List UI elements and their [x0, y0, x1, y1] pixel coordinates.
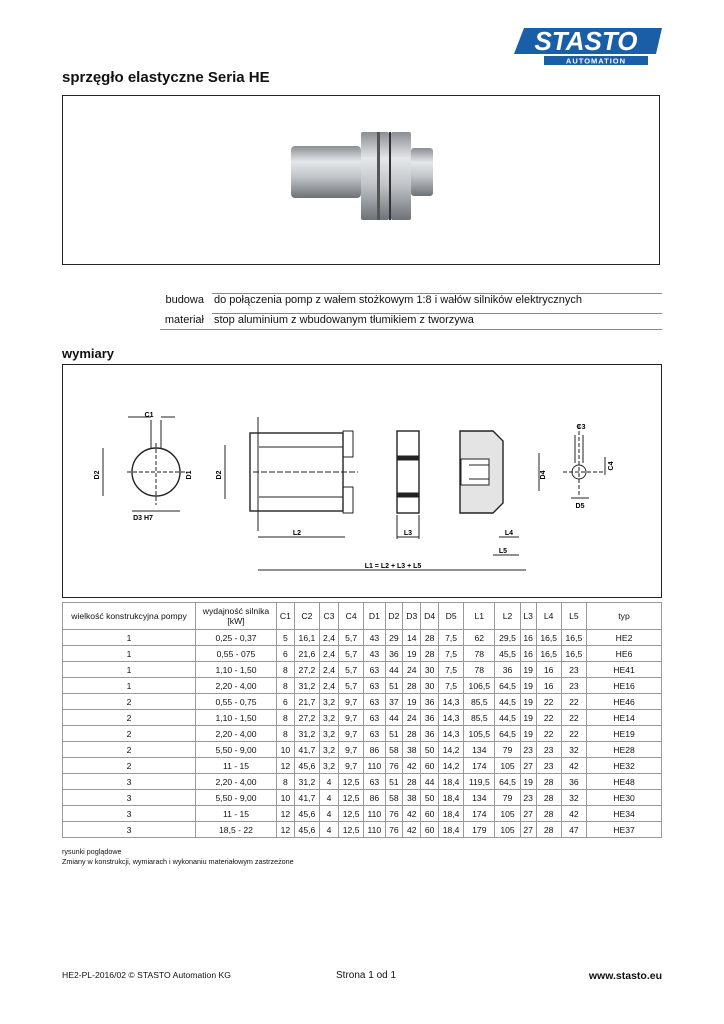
table-cell: 58 [385, 742, 403, 758]
table-cell: 23 [520, 790, 536, 806]
table-cell: 86 [364, 742, 385, 758]
table-cell: 5,7 [339, 678, 364, 694]
table-cell: 43 [364, 646, 385, 662]
table-cell: HE41 [587, 662, 662, 678]
table-cell: 47 [561, 822, 586, 838]
table-row [63, 694, 662, 710]
coupling-photo [289, 128, 437, 226]
table-header: L3 [520, 603, 536, 630]
logo-brand: STASTO [534, 26, 638, 56]
table-cell: 27 [520, 758, 536, 774]
table-cell: 32 [561, 742, 586, 758]
table-cell: 2 [63, 726, 196, 742]
table-cell: 14,3 [439, 726, 464, 742]
table-cell: 86 [364, 790, 385, 806]
table-cell: HE46 [587, 694, 662, 710]
table-header: D3 [403, 603, 421, 630]
table-cell: 42 [561, 758, 586, 774]
label-l5: L5 [498, 548, 508, 555]
property-label: budowa [165, 294, 204, 306]
stasto-logo [506, 26, 662, 66]
table-cell: 7,5 [439, 630, 464, 646]
label-l2: L2 [292, 530, 302, 537]
table-cell: 4 [320, 806, 339, 822]
table-cell: 0,55 - 0,75 [196, 694, 277, 710]
table-cell: 21,6 [294, 646, 319, 662]
table-cell: 3,2 [320, 710, 339, 726]
table-cell: 8 [277, 774, 295, 790]
table-cell: 12 [277, 758, 295, 774]
table-cell: 18,4 [439, 790, 464, 806]
table-cell: 28 [421, 646, 439, 662]
table-cell: 2 [63, 710, 196, 726]
table-header: D2 [385, 603, 403, 630]
table-cell: 51 [385, 774, 403, 790]
table-cell: 43 [364, 630, 385, 646]
table-cell: 76 [385, 822, 403, 838]
table-header: C4 [339, 603, 364, 630]
table-cell: 64,5 [495, 678, 520, 694]
table-cell: 64,5 [495, 726, 520, 742]
table-cell: 22 [536, 694, 561, 710]
table-cell: 9,7 [339, 694, 364, 710]
page-title: sprzęgło elastyczne Seria HE [62, 69, 270, 86]
table-cell: 51 [385, 726, 403, 742]
table-cell: 2,4 [320, 630, 339, 646]
table-cell: 4 [320, 790, 339, 806]
properties-list [160, 289, 662, 330]
table-cell: 63 [364, 726, 385, 742]
table-cell: 7,5 [439, 646, 464, 662]
table-cell: HE28 [587, 742, 662, 758]
table-cell: 42 [561, 806, 586, 822]
label-d4: D4 [540, 470, 547, 480]
table-cell: 23 [561, 662, 586, 678]
table-cell: 27,2 [294, 710, 319, 726]
table-cell: 11 - 15 [196, 806, 277, 822]
table-cell: 1 [63, 662, 196, 678]
table-cell: 22 [561, 694, 586, 710]
table-cell: 36 [421, 694, 439, 710]
table-cell: 1 [63, 630, 196, 646]
table-cell: 3 [63, 806, 196, 822]
table-cell: HE32 [587, 758, 662, 774]
table-cell: 29,5 [495, 630, 520, 646]
table-cell: 16,5 [536, 646, 561, 662]
property-value: stop aluminium z wbudowanym tłumikiem z tworzywa [212, 313, 662, 329]
table-cell: 106,5 [464, 678, 495, 694]
table-cell: 45,6 [294, 758, 319, 774]
table-cell: 38 [403, 742, 421, 758]
table-cell: 41,7 [294, 742, 319, 758]
table-cell: 16,1 [294, 630, 319, 646]
table-cell: 8 [277, 678, 295, 694]
table-cell: 12,5 [339, 774, 364, 790]
table-header: L1 [464, 603, 495, 630]
table-cell: 16,5 [561, 646, 586, 662]
logo-sub: AUTOMATION [565, 56, 627, 66]
label-d1: D1 [186, 470, 193, 480]
table-cell: 16,5 [561, 630, 586, 646]
table-cell: HE48 [587, 774, 662, 790]
table-cell: 3,2 [320, 726, 339, 742]
table-row [63, 710, 662, 726]
technical-drawing-frame [62, 364, 662, 598]
label-c1: C1 [144, 412, 154, 419]
table-header: C3 [320, 603, 339, 630]
table-cell: 18,4 [439, 774, 464, 790]
table-cell: 63 [364, 710, 385, 726]
table-cell: 0,55 - 075 [196, 646, 277, 662]
table-cell: 41,7 [294, 790, 319, 806]
table-cell: 42 [403, 822, 421, 838]
table-cell: 174 [464, 758, 495, 774]
table-cell: 8 [277, 726, 295, 742]
label-c4: C4 [608, 461, 615, 471]
table-cell: 16,5 [536, 630, 561, 646]
table-cell: 9,7 [339, 758, 364, 774]
table-cell: HE37 [587, 822, 662, 838]
table-row [63, 646, 662, 662]
table-cell: 23 [536, 742, 561, 758]
table-cell: 3,2 [320, 742, 339, 758]
table-cell: 7,5 [439, 678, 464, 694]
table-row [63, 726, 662, 742]
table-row [63, 742, 662, 758]
table-cell: 19 [403, 646, 421, 662]
table-cell: 3 [63, 790, 196, 806]
dimensions-table [62, 602, 662, 838]
table-cell: 44 [385, 710, 403, 726]
table-cell: 2,4 [320, 678, 339, 694]
table-cell: 7,5 [439, 662, 464, 678]
table-cell: 21,7 [294, 694, 319, 710]
table-cell: 110 [364, 758, 385, 774]
table-cell: 79 [495, 742, 520, 758]
table-header: C2 [294, 603, 319, 630]
table-cell: HE6 [587, 646, 662, 662]
table-cell: 63 [364, 678, 385, 694]
table-row [63, 678, 662, 694]
label-d2: D2 [216, 470, 223, 480]
table-cell: 28 [403, 726, 421, 742]
table-cell: 60 [421, 806, 439, 822]
table-cell: 31,2 [294, 726, 319, 742]
table-cell: 62 [464, 630, 495, 646]
table-cell: 6 [277, 694, 295, 710]
table-cell: 174 [464, 806, 495, 822]
table-cell: 8 [277, 710, 295, 726]
footer-website[interactable]: www.stasto.eu [588, 970, 662, 982]
table-cell: 16 [520, 630, 536, 646]
table-cell: 44 [385, 662, 403, 678]
table-cell: 30 [421, 662, 439, 678]
table-cell: 45,6 [294, 822, 319, 838]
footer-doc-id: HE2-PL-2016/02 © STASTO Automation KG [62, 970, 231, 980]
table-cell: 18,4 [439, 806, 464, 822]
label-c3: C3 [576, 424, 586, 431]
note-changes: Zmiany w konstrukcji, wymiarach i wykonaniu materiałowym zastrzeżone [62, 857, 294, 866]
table-cell: 50 [421, 742, 439, 758]
technical-drawing [63, 365, 661, 597]
table-cell: 2,20 - 4,00 [196, 678, 277, 694]
table-row [63, 774, 662, 790]
label-d5: D5 [575, 503, 585, 510]
table-header: typ [587, 603, 662, 630]
table-row [63, 630, 662, 646]
table-cell: 14,2 [439, 758, 464, 774]
table-cell: 29 [385, 630, 403, 646]
table-cell: 30 [421, 678, 439, 694]
table-cell: 22 [536, 726, 561, 742]
property-row-budowa [160, 289, 662, 309]
table-cell: 85,5 [464, 710, 495, 726]
table-cell: 63 [364, 662, 385, 678]
table-cell: 1 [63, 646, 196, 662]
table-header: L2 [495, 603, 520, 630]
table-cell: 18,5 - 22 [196, 822, 277, 838]
table-cell: 2,4 [320, 646, 339, 662]
table-cell: 27 [520, 806, 536, 822]
table-cell: 5,7 [339, 662, 364, 678]
table-cell: 22 [561, 726, 586, 742]
table-cell: 85,5 [464, 694, 495, 710]
table-cell: 23 [536, 758, 561, 774]
label-formula: L1 = L2 + L3 + L5 [364, 563, 422, 570]
table-cell: 76 [385, 806, 403, 822]
table-cell: 16 [520, 646, 536, 662]
table-cell: 2 [63, 758, 196, 774]
table-row [63, 790, 662, 806]
table-cell: 24 [403, 710, 421, 726]
table-cell: 63 [364, 694, 385, 710]
table-cell: 134 [464, 790, 495, 806]
table-header: wydajność silnika [kW] [196, 603, 277, 630]
table-cell: 11 - 15 [196, 758, 277, 774]
table-cell: 78 [464, 646, 495, 662]
table-cell: 44,5 [495, 694, 520, 710]
table-header: D5 [439, 603, 464, 630]
table-cell: 2,20 - 4,00 [196, 726, 277, 742]
table-cell: 23 [561, 678, 586, 694]
table-cell: 105,5 [464, 726, 495, 742]
table-cell: 28 [536, 790, 561, 806]
table-cell: 18,4 [439, 822, 464, 838]
table-header-row [63, 603, 662, 630]
table-cell: 12 [277, 822, 295, 838]
table-cell: 2,4 [320, 662, 339, 678]
table-cell: 9,7 [339, 742, 364, 758]
table-cell: 45,5 [495, 646, 520, 662]
table-cell: 105 [495, 822, 520, 838]
table-cell: 28 [421, 630, 439, 646]
table-cell: 31,2 [294, 678, 319, 694]
table-cell: 36 [561, 774, 586, 790]
table-cell: 105 [495, 758, 520, 774]
table-cell: 12,5 [339, 822, 364, 838]
table-cell: 10 [277, 742, 295, 758]
table-cell: 28 [536, 822, 561, 838]
table-row [63, 662, 662, 678]
label-l3: L3 [403, 530, 413, 537]
footer-page: Strona 1 od 1 [336, 970, 397, 981]
table-cell: 5,50 - 9,00 [196, 742, 277, 758]
table-cell: 32 [561, 790, 586, 806]
table-cell: HE14 [587, 710, 662, 726]
product-photo-frame [62, 95, 660, 265]
table-cell: 19 [520, 694, 536, 710]
table-cell: 64,5 [495, 774, 520, 790]
table-cell: 63 [364, 774, 385, 790]
table-cell: 22 [561, 710, 586, 726]
table-cell: 79 [495, 790, 520, 806]
table-cell: 4 [320, 822, 339, 838]
table-header: L5 [561, 603, 586, 630]
table-cell: 14,3 [439, 694, 464, 710]
table-cell: 36 [495, 662, 520, 678]
property-value: do połączenia pomp z wałem stożkowym 1:8 i wałów silników elektrycznych [212, 293, 662, 309]
table-cell: 60 [421, 758, 439, 774]
table-cell: 3 [63, 822, 196, 838]
table-cell: 19 [520, 774, 536, 790]
table-cell: 2,20 - 4,00 [196, 774, 277, 790]
table-cell: 14,3 [439, 710, 464, 726]
table-cell: HE2 [587, 630, 662, 646]
table-cell: 12,5 [339, 806, 364, 822]
table-cell: 42 [403, 806, 421, 822]
table-cell: 28 [403, 774, 421, 790]
table-cell: 5,50 - 9,00 [196, 790, 277, 806]
label-d3h7: D3 H7 [133, 515, 153, 522]
table-header: C1 [277, 603, 295, 630]
table-cell: 10 [277, 790, 295, 806]
table-cell: 45,6 [294, 806, 319, 822]
table-cell: HE34 [587, 806, 662, 822]
table-header: L4 [536, 603, 561, 630]
table-cell: 78 [464, 662, 495, 678]
table-cell: 14 [403, 630, 421, 646]
table-cell: 16 [536, 662, 561, 678]
table-row [63, 758, 662, 774]
table-cell: 36 [421, 710, 439, 726]
table-cell: 38 [403, 790, 421, 806]
table-cell: 2 [63, 742, 196, 758]
table-cell: HE30 [587, 790, 662, 806]
table-cell: 2 [63, 694, 196, 710]
table-cell: 36 [385, 646, 403, 662]
table-cell: 3,2 [320, 694, 339, 710]
table-cell: 1,10 - 1,50 [196, 710, 277, 726]
table-cell: 28 [403, 678, 421, 694]
table-cell: 51 [385, 678, 403, 694]
table-cell: 0,25 - 0,37 [196, 630, 277, 646]
table-cell: 58 [385, 790, 403, 806]
property-row-material [160, 309, 662, 330]
table-cell: 19 [520, 726, 536, 742]
table-cell: 31,2 [294, 774, 319, 790]
table-header: D1 [364, 603, 385, 630]
table-cell: 9,7 [339, 710, 364, 726]
table-cell: 14,2 [439, 742, 464, 758]
table-header: D4 [421, 603, 439, 630]
table-cell: 110 [364, 806, 385, 822]
table-cell: 12,5 [339, 790, 364, 806]
table-cell: 9,7 [339, 726, 364, 742]
table-cell: 8 [277, 662, 295, 678]
table-row [63, 822, 662, 838]
table-cell: 44,5 [495, 710, 520, 726]
table-cell: 19 [520, 662, 536, 678]
table-cell: 44 [421, 774, 439, 790]
property-label: materiał [164, 314, 204, 326]
table-cell: 110 [364, 822, 385, 838]
table-header: wielkość konstrukcyjna pompy [63, 603, 196, 630]
table-cell: 28 [536, 806, 561, 822]
table-cell: 37 [385, 694, 403, 710]
table-cell: 19 [520, 678, 536, 694]
table-cell: 1,10 - 1,50 [196, 662, 277, 678]
table-cell: HE16 [587, 678, 662, 694]
table-cell: 60 [421, 822, 439, 838]
table-cell: 22 [536, 710, 561, 726]
table-cell: 24 [403, 662, 421, 678]
table-cell: 179 [464, 822, 495, 838]
note-drawings: rysunki poglądowe [62, 847, 122, 856]
table-cell: 5 [277, 630, 295, 646]
label-l4: L4 [504, 530, 514, 537]
table-cell: 12 [277, 806, 295, 822]
table-cell: 19 [520, 710, 536, 726]
table-cell: HE19 [587, 726, 662, 742]
table-cell: 27 [520, 822, 536, 838]
section-title: wymiary [62, 346, 115, 361]
table-cell: 5,7 [339, 630, 364, 646]
table-cell: 19 [403, 694, 421, 710]
table-cell: 16 [536, 678, 561, 694]
table-cell: 42 [403, 758, 421, 774]
table-cell: 5,7 [339, 646, 364, 662]
table-cell: 6 [277, 646, 295, 662]
table-cell: 105 [495, 806, 520, 822]
table-cell: 4 [320, 774, 339, 790]
table-cell: 3,2 [320, 758, 339, 774]
table-cell: 50 [421, 790, 439, 806]
table-cell: 119,5 [464, 774, 495, 790]
table-row [63, 806, 662, 822]
table-cell: 3 [63, 774, 196, 790]
label-d2-left: D2 [94, 470, 101, 480]
table-cell: 28 [536, 774, 561, 790]
table-cell: 76 [385, 758, 403, 774]
table-cell: 36 [421, 726, 439, 742]
table-cell: 23 [520, 742, 536, 758]
table-cell: 1 [63, 678, 196, 694]
table-cell: 27,2 [294, 662, 319, 678]
table-cell: 134 [464, 742, 495, 758]
